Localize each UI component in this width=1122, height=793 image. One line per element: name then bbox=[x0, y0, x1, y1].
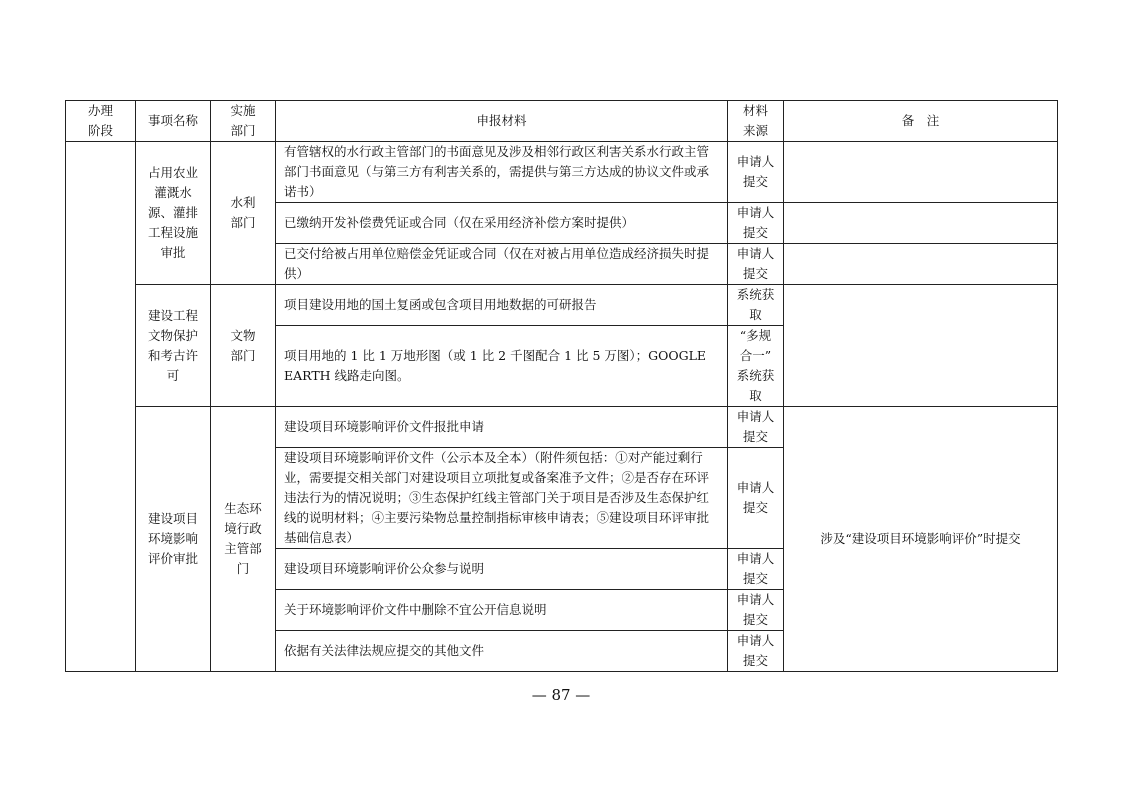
material-cell: 关于环境影响评价文件中删除不宜公开信息说明 bbox=[276, 590, 728, 631]
material-cell: 依据有关法律法规应提交的其他文件 bbox=[276, 631, 728, 672]
source-cell: 申请人 提交 bbox=[728, 631, 784, 672]
remark-cell bbox=[784, 285, 1058, 407]
item-name-cell: 建设项目 环境影响 评价审批 bbox=[136, 407, 211, 672]
material-cell: 建设项目环境影响评价文件（公示本及全本）（附件须包括：①对产能过剩行业，需要提交相关部门对建设项目立项批复或备案准予文件；②是否存在环评违法行为的情况说明；③生态保护红线主管部门关于项目是否涉及生态保护红线的说明材料；④主要污染物总量控制指标审核申请表；⑤建设项目环评审批基础信息表） bbox=[276, 448, 728, 549]
header-department: 实施 部门 bbox=[211, 101, 276, 142]
remark-cell bbox=[784, 203, 1058, 244]
material-cell: 有管辖权的水行政主管部门的书面意见及涉及相邻行政区利害关系水行政主管部门书面意见（与第三方有利害关系的，需提供与第三方达成的协议文件或承诺书） bbox=[276, 142, 728, 203]
department-cell: 文物 部门 bbox=[211, 285, 276, 407]
page-number: — 87 — bbox=[531, 686, 591, 704]
source-cell: 申请人 提交 bbox=[728, 142, 784, 203]
approval-materials-table bbox=[65, 100, 1058, 672]
header-row bbox=[66, 101, 1058, 142]
source-cell: 申请人 提交 bbox=[728, 203, 784, 244]
source-cell: 申请人 提交 bbox=[728, 549, 784, 590]
material-cell: 已缴纳开发补偿费凭证或合同（仅在采用经济补偿方案时提供） bbox=[276, 203, 728, 244]
department-cell: 生态环 境行政 主管部 门 bbox=[211, 407, 276, 672]
header-stage: 办理 阶段 bbox=[66, 101, 136, 142]
source-cell: 申请人 提交 bbox=[728, 407, 784, 448]
material-cell: 项目用地的 1 比 1 万地形图（或 1 比 2 千图配合 1 比 5 万图）；GOOGLE EARTH 线路走向图。 bbox=[276, 326, 728, 407]
table-row bbox=[66, 285, 1058, 326]
item-name-cell: 建设工程 文物保护 和考古许 可 bbox=[136, 285, 211, 407]
department-cell: 水利 部门 bbox=[211, 142, 276, 285]
material-cell: 建设项目环境影响评价公众参与说明 bbox=[276, 549, 728, 590]
stage-cell bbox=[66, 142, 136, 672]
remark-cell bbox=[784, 244, 1058, 285]
table-row bbox=[66, 407, 1058, 448]
header-remark: 备 注 bbox=[784, 101, 1058, 142]
table-row bbox=[66, 142, 1058, 203]
header-item-name: 事项名称 bbox=[136, 101, 211, 142]
source-cell: “多规 合一” 系统获 取 bbox=[728, 326, 784, 407]
source-cell: 申请人 提交 bbox=[728, 244, 784, 285]
item-name-cell: 占用农业 灌溉水 源、灌排 工程设施 审批 bbox=[136, 142, 211, 285]
source-cell: 申请人 提交 bbox=[728, 590, 784, 631]
material-cell: 建设项目环境影响评价文件报批申请 bbox=[276, 407, 728, 448]
source-cell: 系统获 取 bbox=[728, 285, 784, 326]
material-cell: 已交付给被占用单位赔偿金凭证或合同（仅在对被占用单位造成经济损失时提供） bbox=[276, 244, 728, 285]
material-cell: 项目建设用地的国土复函或包含项目用地数据的可研报告 bbox=[276, 285, 728, 326]
remark-cell: 涉及“建设项目环境影响评价”时提交 bbox=[784, 407, 1058, 672]
header-materials: 申报材料 bbox=[276, 101, 728, 142]
remark-cell bbox=[784, 142, 1058, 203]
source-cell: 申请人 提交 bbox=[728, 448, 784, 549]
header-source: 材料 来源 bbox=[728, 101, 784, 142]
